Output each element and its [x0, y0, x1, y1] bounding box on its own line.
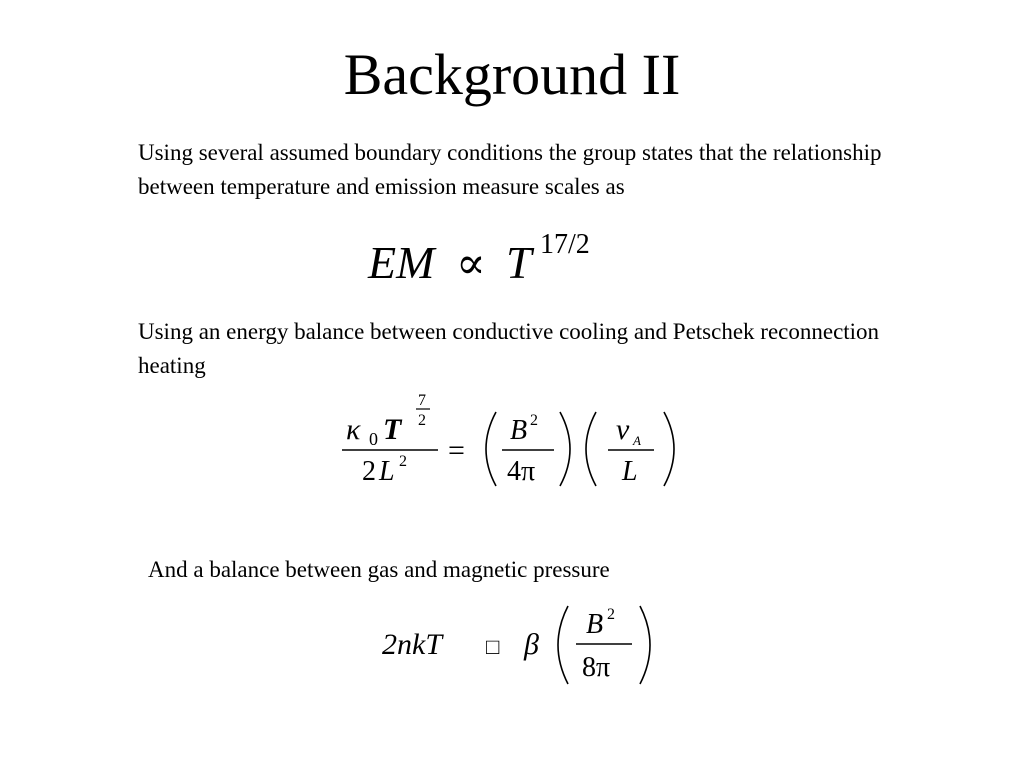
eq1-base: T	[506, 237, 532, 288]
eq3-lhs: 2nkT	[382, 628, 442, 661]
slide-title: Background II	[343, 42, 681, 107]
eq2-paren-2-num-subscript: A	[633, 433, 641, 448]
equation-pressure-balance	[376, 598, 666, 690]
eq3-beta: β	[524, 628, 539, 661]
eq3-relation-glyph: □	[486, 634, 500, 659]
eq2-kappa-subscript: 0	[369, 429, 378, 449]
eq2-lhs-den-variable: L	[379, 456, 395, 487]
eq2-paren-2-num-variable: v	[616, 413, 630, 446]
eq2-paren-2-right	[664, 412, 674, 486]
equation-em-temperature	[360, 226, 620, 296]
eq1-lhs: EM	[368, 237, 435, 288]
equation-energy-balance	[336, 388, 696, 498]
eq2-exponent-denominator: 2	[418, 412, 426, 429]
eq1-exponent: 17/2	[540, 229, 590, 260]
eq2-paren-2-left	[586, 412, 596, 486]
eq2-paren-1-num-exponent: 2	[530, 412, 538, 429]
eq2-temperature: T	[383, 413, 402, 446]
paragraph-energy-balance: Using an energy balance between conductive cooling and Petschek reconnection heating	[138, 319, 880, 378]
eq2-paren-1-num-variable: B	[510, 415, 528, 446]
eq2-lhs-den-coefficient: 2	[362, 456, 376, 487]
eq2-exponent-numerator: 7	[418, 392, 426, 409]
eq1-proportional-sign: ∝	[456, 239, 486, 288]
paragraph-pressure-balance: And a balance between gas and magnetic pressure	[148, 557, 610, 582]
paragraph-boundary-conditions: Using several assumed boundary conditions the group states that the relationship between temperature and emission measure scales as	[138, 140, 882, 199]
eq3-paren-left	[558, 606, 568, 684]
eq3-denominator: 8π	[582, 652, 611, 683]
eq3-num-exponent: 2	[607, 606, 615, 623]
eq2-equals: =	[448, 434, 465, 467]
eq3-num-variable: B	[586, 609, 604, 640]
eq2-paren-1-left	[486, 412, 496, 486]
eq2-lhs-den-exponent: 2	[399, 453, 407, 470]
eq3-paren-right	[640, 606, 650, 684]
eq2-paren-2-denominator: L	[622, 456, 638, 487]
eq2-paren-1-right	[560, 412, 570, 486]
eq2-kappa: κ	[346, 413, 361, 446]
eq2-paren-1-denominator: 4π	[507, 456, 536, 487]
